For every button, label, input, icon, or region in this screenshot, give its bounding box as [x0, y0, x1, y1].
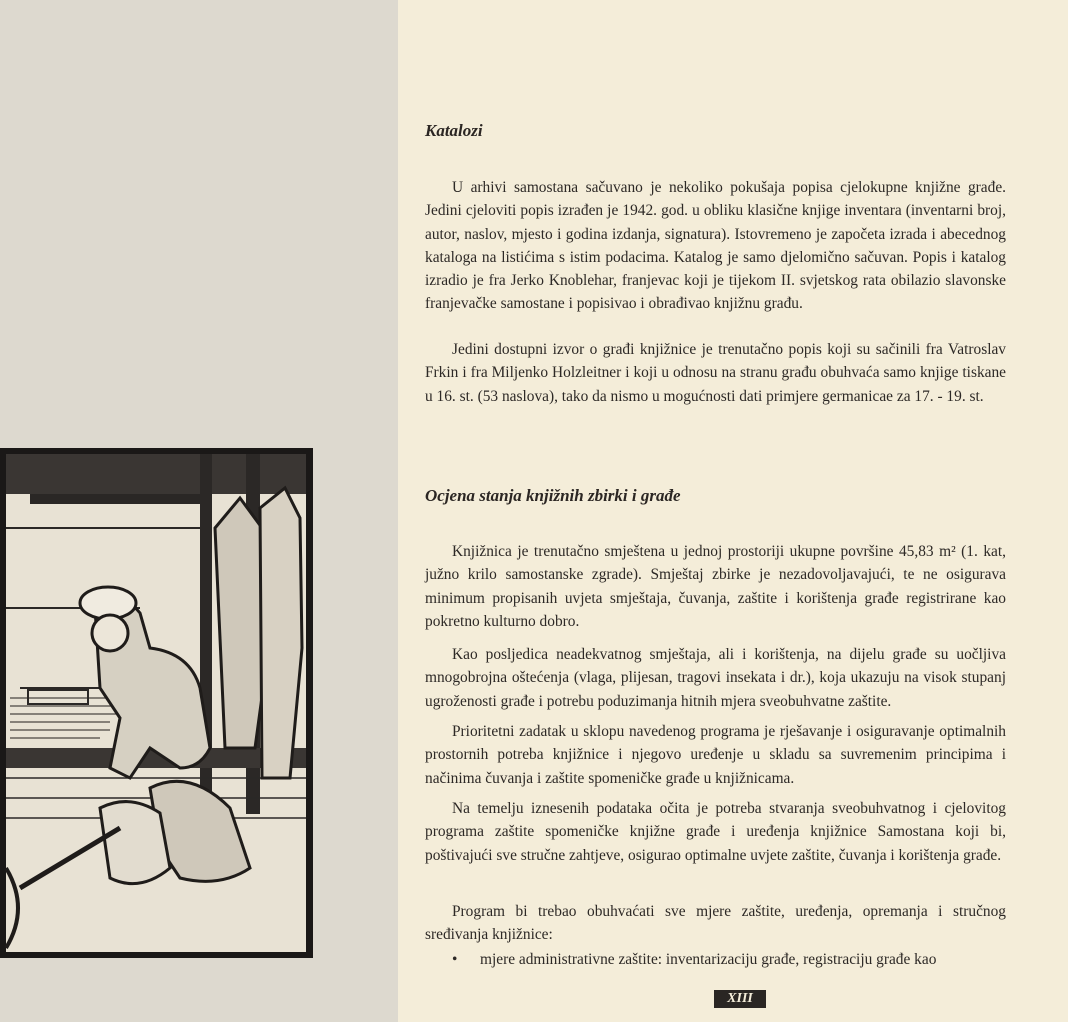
text-page: [398, 0, 1068, 1022]
paragraph-ocjena-5: Program bi trebao obuhvaćati sve mjere zaštite, uređenja, opremanja i stručnog sređivanja knjižnice:: [425, 903, 1006, 944]
paragraph-ocjena-4: Na temelju iznesenih podataka očita je potreba stvaranja sveobuhvatnog i cjelovitog programa zaštite spomeničke knjižne građe i uređenja knjižnice Samostana koji bi, poštivajući sve stručne zahtjeve, osigurao optimalne uvjete zaštite, čuvanja i korištenja građe.: [425, 800, 1006, 864]
bullet-marker: •: [452, 951, 458, 968]
paragraph-katalozi-2: Jedini dostupni izvor o građi knjižnice je trenutačno popis koji su sačinili fra Vatroslav Frkin i fra Miljenko Holzleitner i koji u odnosu na stranu građu obuhvaća samo knjige tiskane u 16. st. (53 naslova), tako da nismo u mogućnosti dati primjere germanicae za 17. - 19. st.: [425, 341, 1006, 405]
page-number: XIII: [714, 990, 766, 1008]
paragraph-katalozi-1: U arhivi samostana sačuvano je nekoliko pokušaja popisa cjelokupne knjižne građe. Jedini cjeloviti popis izrađen je 1942. god. u obliku klasične knjige inventara (inventarni broj, autor, naslov, mjesto i godina izdanja, signatura). Istovremeno je započeta izrada i abecednog kataloga na listićima s istim podacima. Katalog je samo djelomično sačuvan. Popis i katalog izradio je fra Jerko Knoblehar, franjevac koji je tijekom II. svjetskog rata obilazio slavonske franjevačke samostane i popisivao i obrađivao knjižnu građu.: [425, 179, 1006, 313]
paragraph-ocjena-1: Knjižnica je trenutačno smještena u jednoj prostoriji ukupne površine 45,83 m² (1. kat, južno krilo samostanske zgrade). Smještaj zbirke je nezadovoljavajući, te ne osigurava minimum propisanih uvjeta smještaja, čuvanja, zaštite i korištenja građe registrirane kao pokretno kulturno dobro.: [425, 543, 1006, 630]
paragraph-ocjena-3: Prioritetni zadatak u sklopu navedenog programa je rješavanje i osiguravanje optimalnih prostornih potreba knjižnice i njegovo uređenje u skladu sa suvremenim principima i načinima čuvanja i zaštite spomeničke građe u knjižnicama.: [425, 723, 1006, 787]
woodcut-illustration: [0, 448, 313, 958]
paragraph-ocjena-2: Kao posljedica neadekvatnog smještaja, ali i korištenja, na dijelu građe su uočljiva mnogobrojna oštećenja (vlaga, plijesan, tragovi insekata i dr.), koja ukazuju na visok stupanj ugroženosti građe i potrebu poduzimanja hitnih mjera sveobuhvatne zaštite.: [425, 646, 1006, 710]
section-heading-ocjena-stanja: Ocjena stanja knjižnih zbirki i građe: [425, 486, 681, 505]
section-heading-katalozi: Katalozi: [425, 121, 483, 140]
bullet-item: [452, 948, 1012, 971]
bullet-text: mjere administrativne zaštite: inventarizaciju građe, registraciju građe kao: [480, 951, 937, 968]
woodcut-artwork: [0, 448, 313, 958]
